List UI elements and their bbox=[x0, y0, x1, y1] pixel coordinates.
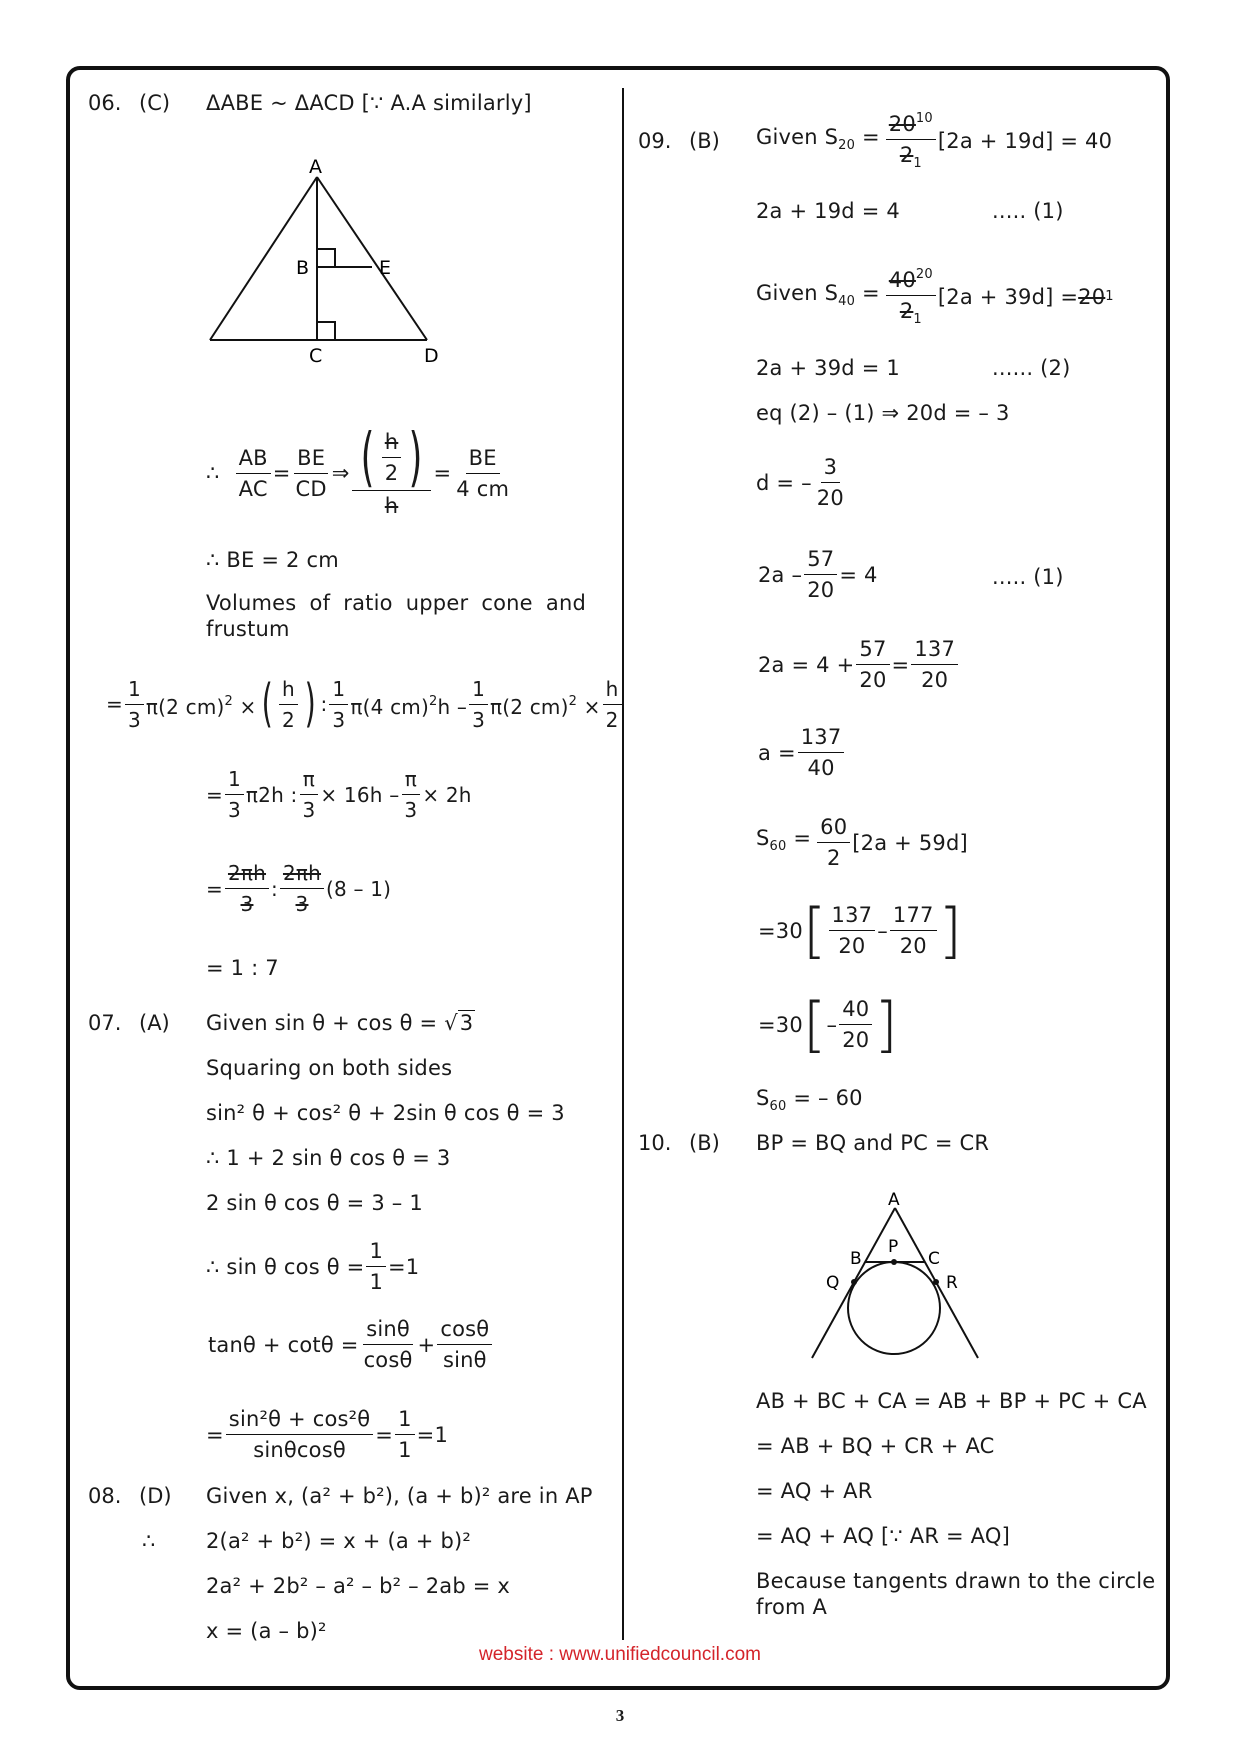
q10-circle-tangent-figure bbox=[800, 1186, 990, 1366]
a2-pre: 2a = 4 + bbox=[758, 652, 855, 677]
s60-l2-pre: =30 bbox=[758, 918, 803, 943]
q09-eq1-tag: ..... (1) bbox=[992, 199, 1064, 223]
ratio-ab: AB bbox=[236, 443, 271, 474]
q09-a1-tag: ..... (1) bbox=[992, 565, 1064, 589]
ratio-be-rhs: BE bbox=[466, 443, 500, 474]
q10-line-1: AB + BC + CA = AB + BP + PC + CA bbox=[756, 1389, 1147, 1413]
s40-den-small: 1 bbox=[913, 311, 922, 327]
q06-ratio-equation: ∴ $\frac{AB}{AC}$ = $\frac{BE}{CD}$ ⇒ ( h 2 ) h = $\frac{BE}{4 cm}$ bbox=[206, 418, 514, 528]
q07-l7-den: sinθcosθ bbox=[253, 1438, 346, 1462]
s60-l2-den2: 20 bbox=[899, 934, 927, 958]
s20-bracket: [2a + 19d] = 40 bbox=[937, 129, 1113, 153]
q07-given: Given sin θ + cos θ = √3 bbox=[206, 1011, 474, 1035]
s20-num: 20 bbox=[888, 111, 916, 136]
s20-den: 2 bbox=[899, 142, 914, 167]
ratio-2: 2 bbox=[384, 461, 399, 485]
q09-d bbox=[756, 452, 849, 513]
q07-sqrt-value: 3 bbox=[459, 1011, 474, 1035]
q07-l5-pre: ∴ sin θ cos θ = bbox=[206, 1254, 365, 1279]
q09-number: 09. bbox=[638, 129, 672, 153]
fig-label-d: D bbox=[424, 345, 439, 367]
q10-line-3: = AQ + AR bbox=[756, 1479, 873, 1503]
q06-volume-line-2: = $\frac{1}{3}$ π2h : $\frac{\pi}{3}$ × 16h – $\frac{\pi}{3}$ × 2h bbox=[206, 764, 472, 825]
q06-volumes-text: Volumes of ratio upper cone and frustum bbox=[206, 591, 586, 641]
fig-label-e: E bbox=[379, 257, 392, 279]
fig10-label-b: B bbox=[850, 1249, 862, 1269]
website-footer: website : www.unifiedcouncil.com bbox=[479, 1644, 761, 1665]
a3-pre: a = bbox=[758, 740, 796, 765]
a2-num1: 57 bbox=[856, 634, 889, 665]
s60-l3-pre: =30 bbox=[758, 1012, 803, 1037]
ratio-cd: CD bbox=[295, 476, 327, 501]
fig10-label-p: P bbox=[888, 1237, 899, 1257]
d-pre: d = – bbox=[756, 470, 812, 495]
fig-label-b: B bbox=[296, 257, 310, 279]
s40-den: 2 bbox=[899, 298, 914, 323]
q08-number: 08. bbox=[88, 1484, 122, 1508]
q06-be-result: ∴ BE = 2 cm bbox=[206, 548, 339, 572]
s40-num-small: 20 bbox=[915, 266, 933, 282]
q09-eq2-tag: ...... (2) bbox=[992, 356, 1071, 380]
q08-therefore: ∴ bbox=[142, 1529, 156, 1553]
q08-option: (D) bbox=[139, 1484, 172, 1508]
d-den: 20 bbox=[816, 486, 844, 510]
q09-a2: 2a = 4 + $\frac{57}{20}$ = $\frac{137}{20}$ bbox=[758, 634, 960, 695]
q06-result: = 1 : 7 bbox=[206, 956, 279, 980]
a1-pre: 2a – bbox=[758, 562, 803, 587]
q09-s60: $S_{60}$ = $\frac{60}{2}$ [2a + 59d] bbox=[756, 812, 968, 873]
q10-line-5: Because tangents drawn to the circle from A bbox=[756, 1569, 1156, 1619]
s40-rhs: 20 bbox=[1078, 285, 1106, 309]
q09-eq-diff: eq (2) – (1) ⇒ 20d = – 3 bbox=[756, 401, 1010, 425]
a2-den1: 20 bbox=[859, 668, 887, 692]
q09-s60-result: $S_{60}$ = – 60 bbox=[756, 1086, 863, 1114]
s60-num: 60 bbox=[817, 812, 850, 843]
q09-eq2: 2a + 39d = 1 bbox=[756, 356, 900, 380]
fig-label-a: A bbox=[309, 156, 322, 178]
q07-line-3: ∴ 1 + 2 sin θ cos θ = 3 bbox=[206, 1146, 451, 1170]
s40-bracket: [2a + 39d] = bbox=[937, 285, 1079, 309]
a1-post: = 4 bbox=[839, 562, 878, 587]
ratio-ac: AC bbox=[238, 476, 268, 501]
q07-l7-post: =1 bbox=[416, 1422, 449, 1447]
q09-s60-line-3: =30 [ – $\frac{40}{20}$ ] bbox=[758, 989, 898, 1060]
q07-line-2: sin² θ + cos² θ + 2sin θ cos θ = 3 bbox=[206, 1101, 565, 1125]
q07-line-1: Squaring on both sides bbox=[206, 1056, 453, 1080]
q09-s60-line-2: =30 [ 137 20 – 177 20 ] bbox=[758, 895, 963, 966]
q09-eq1: 2a + 19d = 4 bbox=[756, 199, 900, 223]
q09-a1 bbox=[758, 544, 878, 605]
q07-l7-mid-den: 1 bbox=[398, 1438, 412, 1462]
q08-line-3: x = (a – b)² bbox=[206, 1619, 327, 1643]
q07-l6-pre: tanθ + cotθ = bbox=[208, 1332, 359, 1357]
column-divider bbox=[622, 88, 624, 1640]
s60-l3-num: 40 bbox=[839, 994, 872, 1025]
q09-s20: Given $S_{20}$ = $\frac{20^{10}}{2_1}$ [2a + 19d] = 40 bbox=[756, 98, 1112, 184]
fig10-label-c: C bbox=[928, 1249, 940, 1269]
q06-volume-line-3: = $\frac{2\pi h}{3}$ : 2πh 3 (8 – 1) bbox=[206, 858, 391, 919]
q07-l6-a-num: sinθ bbox=[363, 1314, 413, 1345]
q10-line-2: = AB + BQ + CR + AC bbox=[756, 1434, 995, 1458]
fig-label-c: C bbox=[309, 345, 323, 367]
q06-option: (C) bbox=[139, 91, 171, 115]
q10-number: 10. bbox=[638, 1131, 672, 1155]
q06-statement: ΔABE ~ ΔACD [∵ A.A similarly] bbox=[206, 91, 532, 115]
q06-triangle-figure bbox=[190, 150, 450, 370]
s60-l2-num2: 177 bbox=[890, 900, 937, 931]
ratio-h: h bbox=[382, 427, 402, 458]
q06-number: 06. bbox=[88, 91, 122, 115]
d-num: 3 bbox=[821, 452, 841, 483]
a1-num: 57 bbox=[804, 544, 837, 575]
fig10-label-a: A bbox=[888, 1190, 900, 1210]
a2-den2: 20 bbox=[921, 668, 949, 692]
q08-line-2: 2a² + 2b² – a² – b² – 2ab = x bbox=[206, 1574, 511, 1598]
a1-den: 20 bbox=[807, 578, 835, 602]
s60-l2-num1: 137 bbox=[829, 900, 876, 931]
s60-l2-den1: 20 bbox=[838, 934, 866, 958]
q07-option: (A) bbox=[139, 1011, 170, 1035]
q07-l6-b-num: cosθ bbox=[437, 1314, 492, 1345]
fig10-label-r: R bbox=[946, 1273, 958, 1293]
q07-line-7: = $\frac{\text{sin²θ + cos²θ}}{\sin\theta\cos\theta}$ = $\frac{1}{1}$ =1 bbox=[206, 1404, 448, 1465]
q06-volume-line-1: = $\frac{1}{3}$ π(2 cm)$^2$ × ( h 2 ) : 1 3 π(4 cm)$^2$h – 1 3 π(2 cm)$^2$ × $\frac{h}{2}$ bbox=[106, 672, 624, 736]
ratio-be: BE bbox=[294, 443, 328, 474]
q09-option: (B) bbox=[689, 129, 720, 153]
s20-den-small: 1 bbox=[913, 155, 922, 171]
q07-line-5 bbox=[206, 1236, 419, 1297]
q07-l6-a-den: cosθ bbox=[363, 1348, 413, 1372]
s20-num-small: 10 bbox=[915, 110, 933, 126]
q07-l7-num: sin²θ + cos²θ bbox=[226, 1404, 374, 1435]
q07-given-text: Given sin θ + cos θ = bbox=[206, 1011, 445, 1035]
q10-line-4: = AQ + AQ [∵ AR = AQ] bbox=[756, 1524, 1010, 1548]
q08-given: Given x, (a² + b²), (a + b)² are in AP bbox=[206, 1484, 593, 1508]
s60-bracket: [2a + 59d] bbox=[852, 830, 968, 855]
page-number: 3 bbox=[615, 1706, 625, 1725]
s40-rhs-small: 1 bbox=[1105, 289, 1114, 304]
q09-s40: Given $S_{40}$ = $\frac{40^{20}}{2_1}$ [2a + 39d] = 20 1 bbox=[756, 254, 1114, 340]
q07-line-6: tanθ + cotθ = $\frac{\sin\theta}{\cos\theta}$ + $\frac{\cos\theta}{\sin\theta}$ bbox=[208, 1314, 494, 1375]
q07-l5-den: 1 bbox=[369, 1270, 384, 1294]
q07-number: 07. bbox=[88, 1011, 122, 1035]
q10-given: BP = BQ and PC = CR bbox=[756, 1131, 990, 1155]
ratio-4cm: 4 cm bbox=[456, 476, 510, 501]
q07-l7-mid-num: 1 bbox=[395, 1404, 415, 1435]
a2-num2: 137 bbox=[911, 634, 958, 665]
s60-den: 2 bbox=[826, 846, 841, 870]
q07-l5-post: =1 bbox=[388, 1254, 420, 1279]
fig10-label-q: Q bbox=[826, 1273, 840, 1293]
s60-l3-den: 20 bbox=[842, 1028, 870, 1052]
a3-num: 137 bbox=[798, 722, 845, 753]
q10-option: (B) bbox=[689, 1131, 720, 1155]
q09-a3 bbox=[758, 722, 846, 783]
ratio-h-den: h bbox=[384, 493, 399, 518]
s40-num: 40 bbox=[888, 267, 916, 292]
a3-den: 40 bbox=[807, 756, 835, 780]
s60-result-text: = – 60 bbox=[793, 1086, 863, 1110]
q07-line-4: 2 sin θ cos θ = 3 – 1 bbox=[206, 1191, 423, 1215]
q08-line-1: 2(a² + b²) = x + (a + b)² bbox=[206, 1529, 471, 1553]
q07-l6-b-den: sinθ bbox=[442, 1348, 487, 1372]
q07-l5-num: 1 bbox=[366, 1236, 386, 1267]
